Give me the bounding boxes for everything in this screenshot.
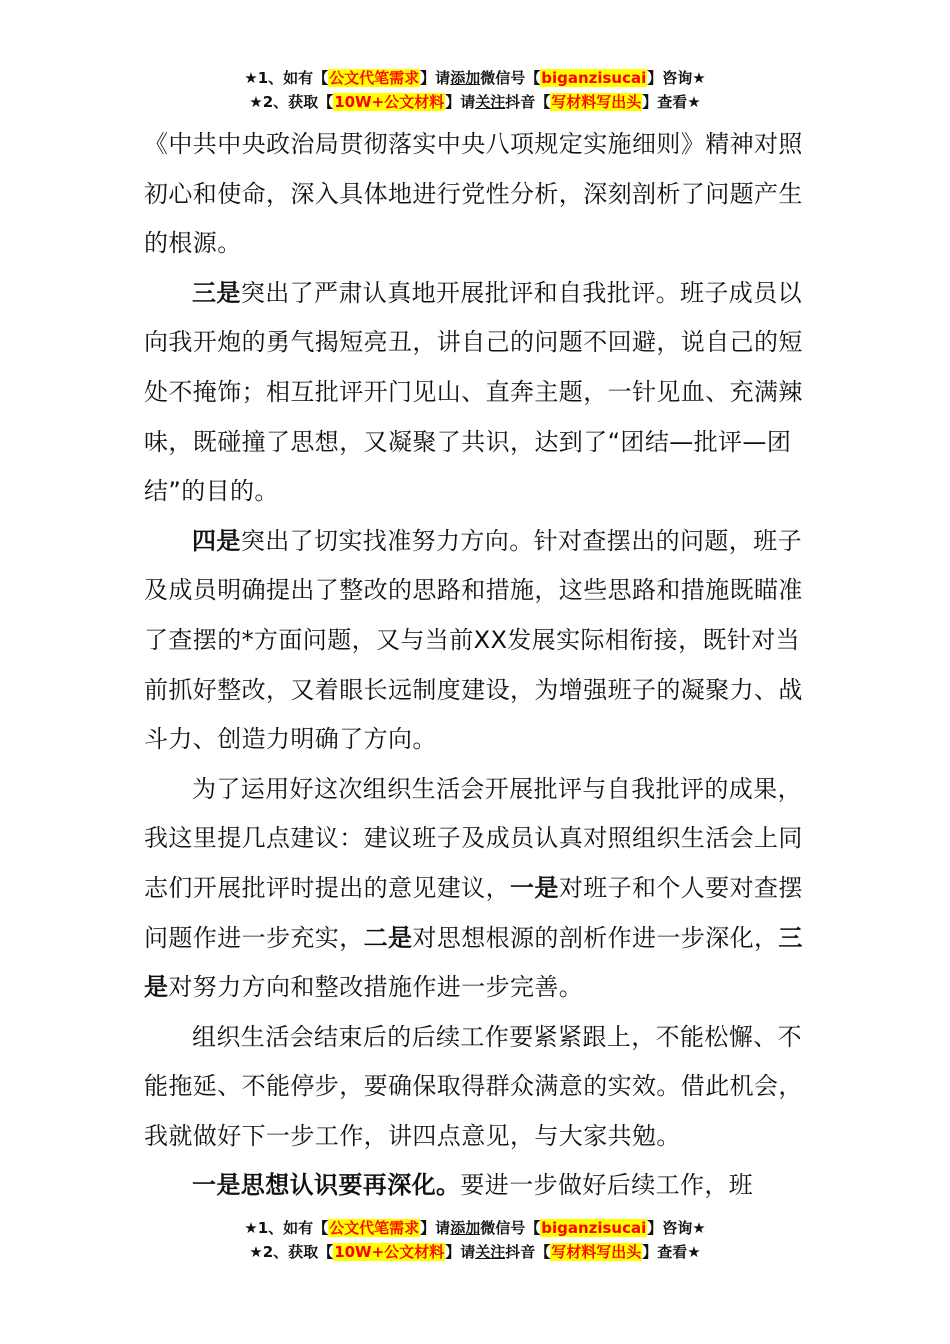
paragraph-lead: 四是 bbox=[192, 526, 241, 555]
highlight-tag: 写材料写出头 bbox=[551, 93, 642, 111]
paragraph: 《中共中央政治局贯彻落实中央八项规定实施细则》精神对照初心和使命，深入具体地进行党性分析，深刻剖析了问题产生的根源。 bbox=[144, 130, 803, 258]
highlight-tag: biganzisucai bbox=[541, 69, 647, 87]
paragraph: 为了运用好这次组织生活会开展批评与自我批评的成果，我这里提几点建议：建议班子及成员认真对照组织生活会上同志们开展批评时提出的意见建议，一是对班子和个人要对查摆问题作进一步充实，二是对思想根源的剖析作进一步深化，三是对努力方向和整改措施作进一步完善。 bbox=[144, 774, 803, 1002]
document-body bbox=[144, 120, 816, 1211]
promo-line-2: ★2、获取【10W+公文材料】请关注抖音【写材料写出头】查看★ bbox=[249, 93, 701, 111]
promo-line-1: ★1、如有【公文代笔需求】请添加微信号【biganzisucai】咨询★ bbox=[244, 69, 706, 87]
paragraph: 一是思想认识要再深化。要进一步做好后续工作，班 bbox=[192, 1171, 754, 1200]
paragraph-lead: 三是 bbox=[192, 278, 241, 307]
promo-line-2: ★2、获取【10W+公文材料】请关注抖音【写材料写出头】查看★ bbox=[249, 1243, 701, 1261]
top-promo-banner bbox=[0, 66, 950, 114]
highlight-tag: 10W+公文材料 bbox=[334, 93, 445, 111]
highlight-tag: 10W+公文材料 bbox=[334, 1243, 445, 1261]
paragraph: 三是突出了严肃认真地开展批评和自我批评。班子成员以向我开炮的勇气揭短亮丑，讲自己的问题不回避，说自己的短处不掩饰；相互批评开门见山、直奔主题，一针见血、充满辣味，既碰撞了思想，又凝聚了共识，达到了“团结—批评—团结”的目的。 bbox=[144, 278, 803, 506]
bottom-promo-banner bbox=[0, 1216, 950, 1264]
highlight-tag: 公文代笔需求 bbox=[329, 69, 420, 87]
highlight-tag: 写材料写出头 bbox=[551, 1243, 642, 1261]
promo-line-1: ★1、如有【公文代笔需求】请添加微信号【biganzisucai】咨询★ bbox=[244, 1219, 706, 1237]
paragraph: 组织生活会结束后的后续工作要紧紧跟上，不能松懈、不能拖延、不能停步，要确保取得群众满意的实效。借此机会，我就做好下一步工作，讲四点意见，与大家共勉。 bbox=[144, 1022, 803, 1150]
paragraph: 四是突出了切实找准努力方向。针对查摆出的问题，班子及成员明确提出了整改的思路和措施，这些思路和措施既瞄准了查摆的*方面问题，又与当前XX发展实际相衔接，既针对当前抓好整改，又着眼长远制度建设，为增强班子的凝聚力、战斗力、创造力明确了方向。 bbox=[144, 526, 803, 754]
highlight-tag: 公文代笔需求 bbox=[329, 1219, 420, 1237]
paragraph-lead: 一是思想认识要再深化。 bbox=[192, 1171, 461, 1200]
highlight-tag: biganzisucai bbox=[541, 1219, 647, 1237]
